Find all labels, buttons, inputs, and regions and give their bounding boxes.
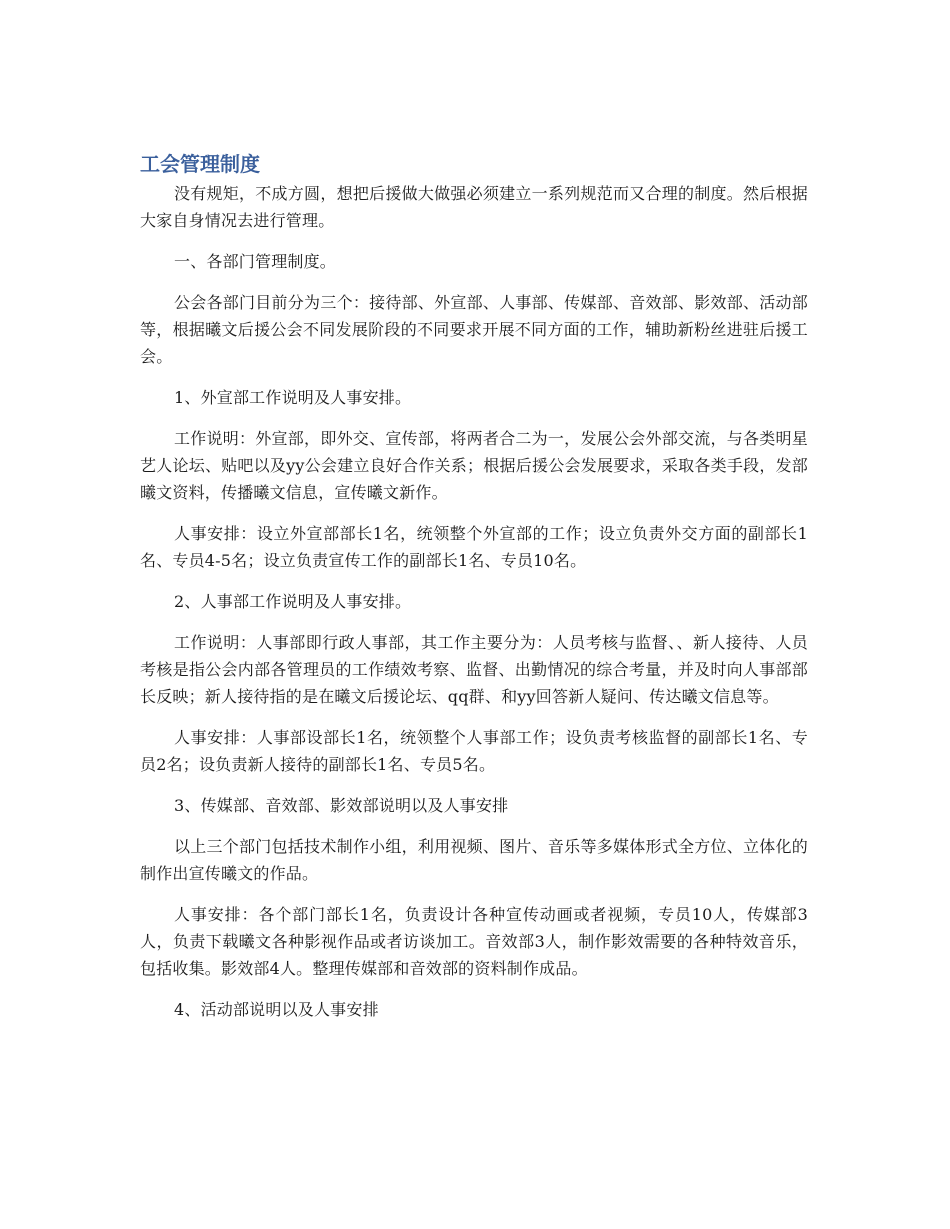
document-body <box>140 150 808 1037</box>
subsection-heading-1: 1、外宣部工作说明及人事安排。 <box>174 388 412 407</box>
paragraph-publicity-staff: 人事安排：设立外宣部部长1名，统领整个外宣部的工作；设立负责外交方面的副部长1名、专员4-5名；设立负责宣传工作的副部长1名、专员10名。 <box>140 524 808 570</box>
paragraph-hr-work: 工作说明：人事部即行政人事部，其工作主要分为：人员考核与监督、、新人接待、人员考核是指公会内部各管理员的工作绩效考察、监督、出勤情况的综合考量，并及时向人事部部长反映；新人接待指的是在曦文后援论坛、qq群、和yy回答新人疑问、传达曦文信息等。 <box>140 633 808 706</box>
paragraph-media-staff: 人事安排：各个部门部长1名，负责设计各种宣传动画或者视频，专员10人，传媒部3人，负责下载曦文各种影视作品或者访谈加工。音效部3人，制作影效需要的各种特效音乐，包括收集。影效部4人。整理传媒部和音效部的资料制作成品。 <box>140 905 808 978</box>
paragraph-hr-staff: 人事安排：人事部设部长1名，统领整个人事部工作；设负责考核监督的副部长1名、专员2名；设负责新人接待的副部长1名、专员5名。 <box>140 728 808 774</box>
paragraph-departments: 公会各部门目前分为三个：接待部、外宣部、人事部、传媒部、音效部、影效部、活动部等，根据曦文后援公会不同发展阶段的不同要求开展不同方面的工作，辅助新粉丝进驻后援工会。 <box>140 293 808 366</box>
paragraph-media-work: 以上三个部门包括技术制作小组，利用视频、图片、音乐等多媒体形式全方位、立体化的制作出宣传曦文的作品。 <box>140 837 808 883</box>
document-title: 工会管理制度 <box>140 152 260 176</box>
paragraph-publicity-work: 工作说明：外宣部，即外交、宣传部，将两者合二为一，发展公会外部交流，与各类明星艺人论坛、贴吧以及yy公会建立良好合作关系；根据后援公会发展要求，采取各类手段，发部曦文资料，传播曦文信息，宣传曦文新作。 <box>140 429 808 502</box>
section-heading-1: 一、各部门管理制度。 <box>174 252 337 271</box>
paragraph-intro: 没有规矩，不成方圆，想把后援做大做强必须建立一系列规范而又合理的制度。然后根据大家自身情况去进行管理。 <box>140 184 808 230</box>
subsection-heading-4: 4、活动部说明以及人事安排 <box>174 1000 379 1019</box>
subsection-heading-2: 2、人事部工作说明及人事安排。 <box>174 592 412 611</box>
subsection-heading-3: 3、传媒部、音效部、影效部说明以及人事安排 <box>174 796 509 815</box>
